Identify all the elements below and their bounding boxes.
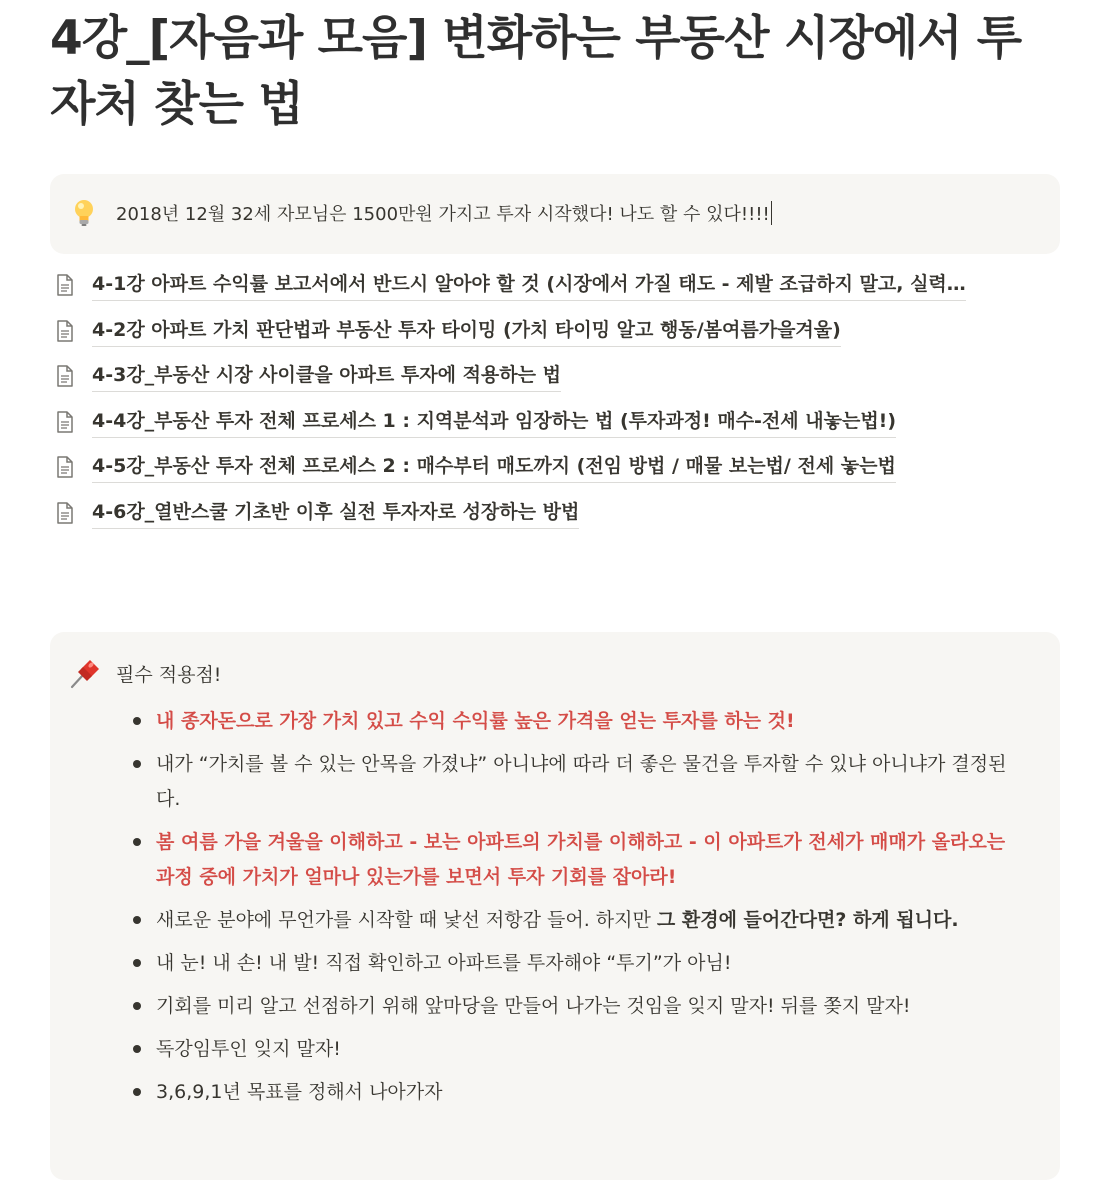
subpage-link-4-3[interactable] [50,355,1060,401]
key-points-heading[interactable]: 필수 적용점! [116,664,222,686]
subpage-link-4-5[interactable] [50,446,1060,492]
subpage-title: 4-2강 아파트 가치 판단법과 부동산 투자 타이밍 (가치 타이밍 알고 행동/봄여름가을겨울) [92,317,841,347]
list-item[interactable]: 봄 여름 가을 겨울을 이해하고 - 보는 아파트의 가치를 이해하고 - 이 아파트가 전세가 매매가 올라오는 과정 중에 가치가 얼마나 있는가를 보면서 투자 기회를 잡아라! [130,825,1030,895]
tip-callout-text: 2018년 12월 32세 자모님은 1500만원 가지고 투자 시작했다! 나도 할 수 있다!!!! [116,204,770,225]
pushpin-icon[interactable] [68,656,102,690]
subpage-link-4-6[interactable] [50,492,1060,538]
list-item-text: 새로운 분야에 무언가를 시작할 때 낯선 저항감 들어. 하지만 [156,909,657,931]
subpage-title: 4-3강_부동산 시장 사이클을 아파트 투자에 적용하는 법 [92,362,561,392]
subpage-title: 4-6강_열반스쿨 기초반 이후 실전 투자자로 성장하는 방법 [92,499,579,529]
list-item[interactable]: 내 종자돈으로 가장 가치 있고 수익 수익률 높은 가격을 얻는 투자를 하는 것! [130,704,1030,739]
list-item[interactable] [130,903,1030,938]
list-item[interactable]: 내가 “가치를 볼 수 있는 안목을 가졌냐” 아니냐에 따라 더 좋은 물건을 투자할 수 있냐 아니냐가 결정된다. [130,747,1030,817]
subpage-title: 4-1강 아파트 수익률 보고서에서 반드시 알아야 할 것 (시장에서 가질 태도 - 제발 조급하지 말고, 실력… [92,271,966,301]
page-title[interactable]: 4강_[자음과 모음] 변화하는 부동산 시장에서 투자처 찾는 법 [50,11,1022,132]
key-points-list [130,704,1030,1118]
page-icon [56,365,74,387]
lightbulb-icon[interactable] [72,198,96,228]
subpage-title: 4-5강_부동산 투자 전체 프로세스 2 : 매수부터 매도까지 (전임 방법 / 매물 보는법/ 전세 놓는법 [92,453,896,483]
list-item[interactable]: 3,6,9,1년 목표를 정해서 나아가자 [130,1075,1030,1110]
subpage-link-4-4[interactable] [50,401,1060,447]
page-icon [56,274,74,296]
list-item-bold-text: 그 환경에 들어간다면? 하게 됩니다. [656,909,959,931]
list-item[interactable]: 독강임투인 잊지 말자! [130,1032,1030,1067]
page-icon [56,502,74,524]
subpage-link-4-1[interactable] [50,264,1060,310]
page-icon [56,320,74,342]
list-item[interactable]: 기회를 미리 알고 선점하기 위해 앞마당을 만들어 나가는 것임을 잊지 말자! 뒤를 쫒지 말자! [130,989,1030,1024]
tip-callout[interactable] [50,174,1060,254]
list-item[interactable]: 내 눈! 내 손! 내 발! 직접 확인하고 아파트를 투자해야 “투기”가 아님! [130,946,1030,981]
page-icon [56,411,74,433]
subpage-link-4-2[interactable] [50,310,1060,356]
subpage-title: 4-4강_부동산 투자 전체 프로세스 1 : 지역분석과 임장하는 법 (투자과정! 매수-전세 내놓는법!) [92,408,896,438]
key-points-callout[interactable] [50,632,1060,1180]
page-icon [56,456,74,478]
subpage-list [50,264,1060,538]
text-caret [771,201,772,225]
